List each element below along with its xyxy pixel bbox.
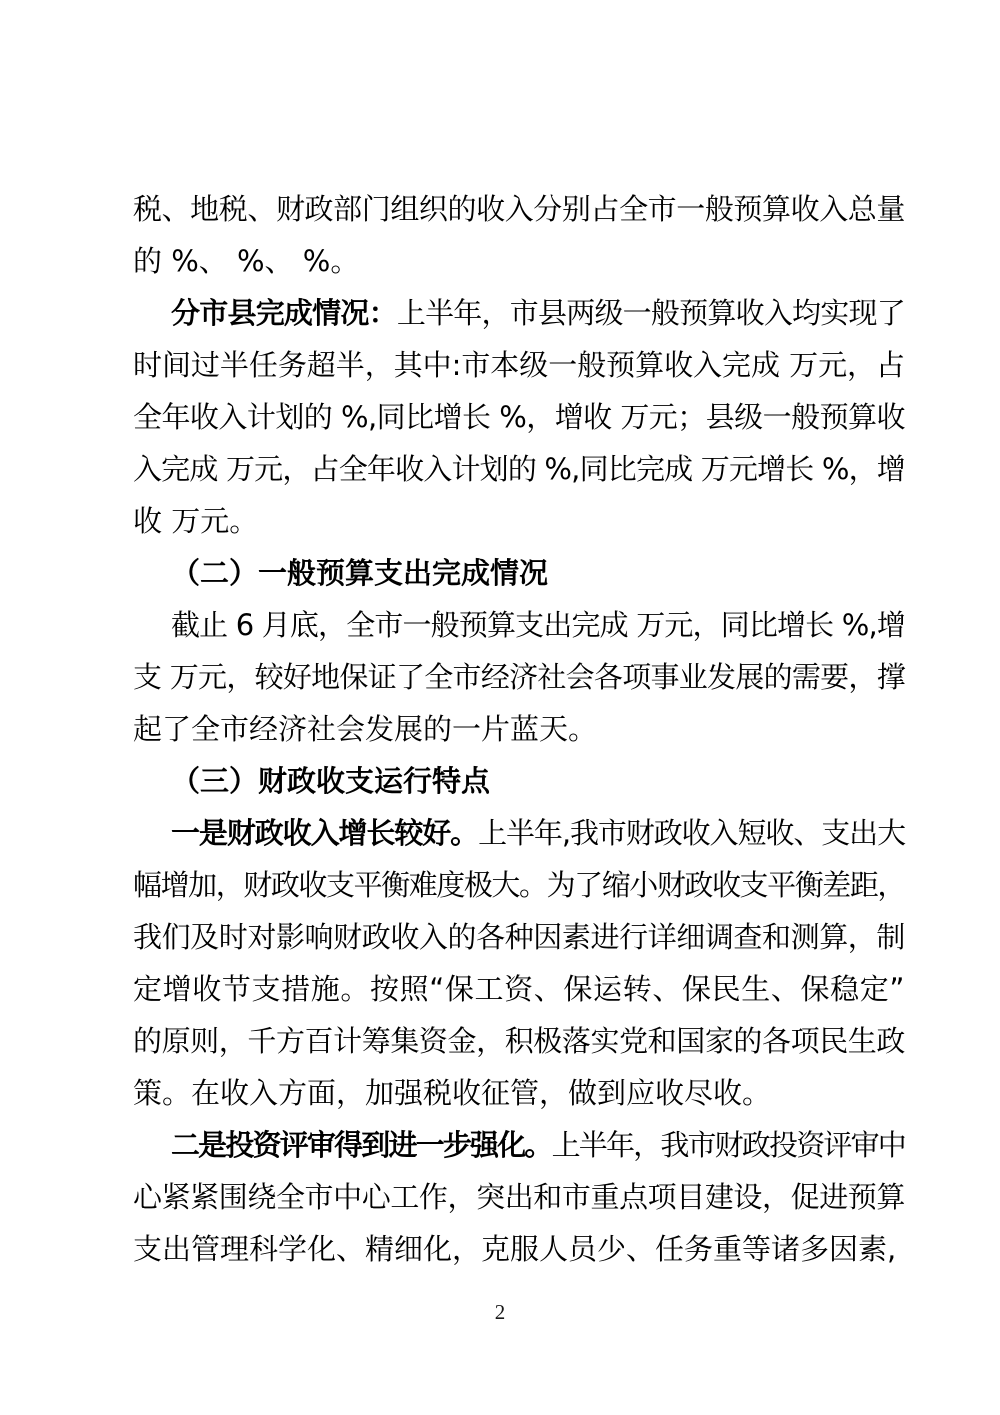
text-line-content [133,660,905,694]
bold-text-segment: 分市县完成情况： [171,296,397,330]
bold-text-segment: 一是财政收入增长较好。 [171,816,479,850]
text-line [133,815,905,867]
page-number: 2 [494,1300,506,1324]
text-segment: 心紧紧围绕全市中心工作，突出和市重点项目建设，促进预算 [133,1180,905,1214]
text-segment: 的 %、 %、 %。 [133,244,360,278]
document-body [133,191,905,1283]
text-line-content [171,816,905,850]
text-line-content [133,504,258,538]
text-line [133,919,905,971]
text-line [133,711,905,763]
text-segment: 我们及时对影响财政收入的各种因素进行详细调查和测算，制 [133,920,905,954]
text-line-content [133,348,905,382]
text-segment: 收 万元。 [133,504,259,538]
text-line-content [133,1024,905,1058]
text-line [133,451,905,503]
text-segment: 税、地税、财政部门组织的收入分别占全市一般预算收入总量 [133,192,905,226]
text-segment: 时间过半任务超半，其中:市本级一般预算收入完成 万元，占 [133,348,905,382]
text-line [133,503,905,555]
text-line-content [133,1076,771,1110]
text-line-content [133,1180,905,1214]
text-segment: 入完成 万元，占全年收入计划的 %,同比完成 万元增长 %，增 [133,452,905,486]
paragraph [133,1127,905,1283]
text-line-content [133,868,905,902]
text-line-content [133,712,597,746]
bold-text-segment: 二是投资评审得到进一步强化。 [171,1128,552,1162]
section-heading [133,763,905,815]
text-segment: 全年收入计划的 %,同比增长 %，增收 万元；县级一般预算收 [133,400,905,434]
paragraph [133,815,905,1127]
text-line [133,399,905,451]
bold-text-segment: （三）财政收支运行特点 [171,764,491,798]
text-line [133,347,905,399]
text-segment: 支出管理科学化、精细化，克服人员少、任务重等诸多因素, [133,1232,897,1266]
text-line-content [171,296,905,330]
text-line [133,1023,905,1075]
paragraph [133,295,905,555]
text-line-content [133,452,905,486]
text-segment: 幅增加，财政收支平衡难度极大。为了缩小财政收支平衡差距， [133,868,905,902]
text-line [133,1231,905,1283]
text-line-content [133,920,905,954]
text-line-content [171,608,905,642]
text-segment: 截止 6 月底，全市一般预算支出完成 万元，同比增长 %,增 [171,608,905,642]
text-line [133,971,905,1023]
text-line [133,191,905,243]
text-line-content [133,400,905,434]
bold-text-segment: （二）一般预算支出完成情况 [171,556,549,590]
text-segment: 起了全市经济社会发展的一片蓝天。 [133,712,598,746]
text-line [133,1075,905,1127]
text-line-content [171,764,490,798]
text-segment: 策。在收入方面，加强税收征管，做到应收尽收。 [133,1076,772,1110]
text-segment: 上半年，市县两级一般预算收入均实现了 [396,296,905,330]
text-segment: 定增收节支措施。按照“保工资、保运转、保民生、保稳定” [133,972,905,1006]
text-line [133,1179,905,1231]
text-line [133,659,905,711]
text-line [133,555,905,607]
text-segment: 支 万元，较好地保证了全市经济社会各项事业发展的需要，撑 [133,660,905,694]
paragraph [133,191,905,295]
text-line-content [171,1128,905,1162]
text-line-content [133,192,905,226]
text-line-content [133,244,359,278]
text-line-content [171,556,548,590]
text-line [133,763,905,815]
text-segment: 上半年,我市财政收入短收、支出大 [478,816,905,850]
text-line [133,295,905,347]
section-heading [133,555,905,607]
text-line [133,1127,905,1179]
text-line [133,607,905,659]
text-line [133,867,905,919]
text-line-content [133,1232,896,1266]
text-line [133,243,905,295]
text-line-content [133,972,905,1006]
paragraph [133,607,905,763]
text-segment: 的原则，千方百计筹集资金，积极落实党和国家的各项民生政 [133,1024,905,1058]
text-segment: 上半年，我市财政投资评审中 [551,1128,905,1162]
